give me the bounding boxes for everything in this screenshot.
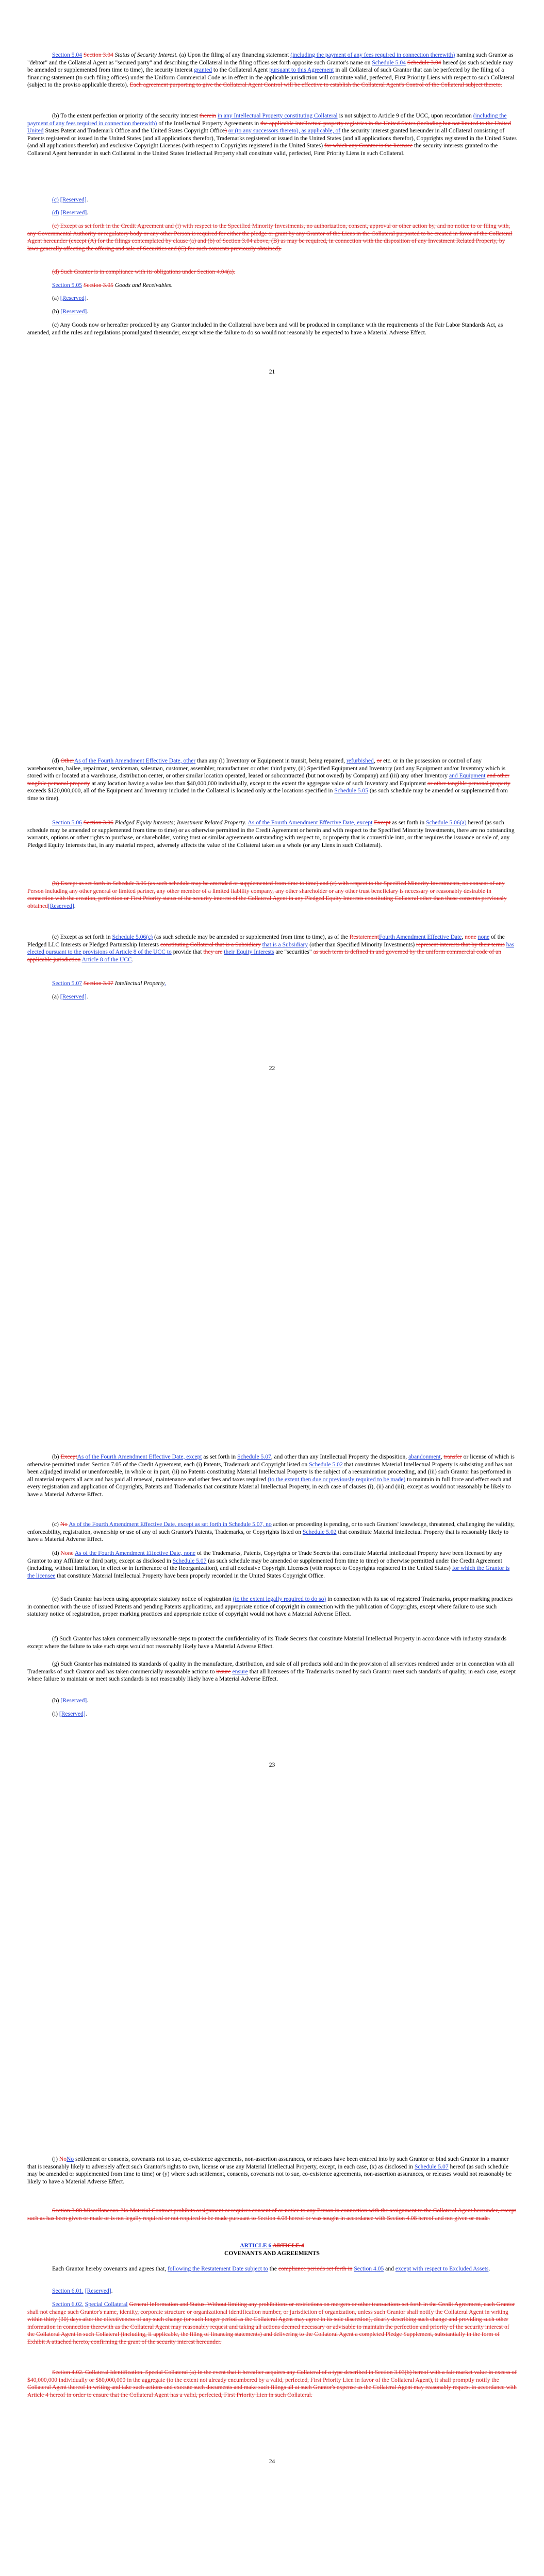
text: or license of which is otherwise permitted under Section 7.05 of the Credit Agreement, each (i) Patents, Trademark and Copyright listed on xyxy=(27,1453,515,1468)
text: . xyxy=(86,196,88,203)
inserted-text: Article 8 of the UCC xyxy=(81,956,132,963)
inserted-text: and Equipment xyxy=(449,772,486,779)
inserted-text: for which the Grantor is the licensee xyxy=(27,1565,510,1579)
text: . xyxy=(85,1710,87,1717)
text: (a) xyxy=(52,295,60,301)
inserted-text: abandonment xyxy=(408,1453,441,1460)
inserted-text: refurbished xyxy=(346,757,374,764)
schedule-link[interactable]: Schedule 5.05 xyxy=(334,787,368,794)
deleted-text: as such term is defined in and governed by the uniform commercial code of an applicable jurisdiction xyxy=(27,948,502,963)
text: action or proceeding is pending, or to such Grantors' knowledge, threatened, challenging the validity, enforceability, registration, ownership or use of any of such Grantor's Patents, Trademarks, or Copyrights listed on xyxy=(27,1521,515,1535)
text: . xyxy=(488,2265,490,2272)
section-5-07-paragraph-f: (f) Such Grantor has taken commercially reasonable steps to protect the confidentiality of its Trade Secrets that constitute Material Intellectual Property in accordance with industry standards except where the failure to take such steps would not reasonably likely have a Material Adverse Effect. xyxy=(27,1635,507,1650)
article-title: COVENANTS AND AGREEMENTS xyxy=(224,2250,320,2257)
section-5-07-paragraph-d xyxy=(27,1550,517,1580)
inserted-text: (c) xyxy=(52,196,59,203)
text: (b) xyxy=(52,1453,61,1460)
section-5-07-paragraph-b xyxy=(27,1453,517,1499)
text: are "securities" xyxy=(274,948,314,956)
inserted-text: As of the Fourth Amendment Effective Date, except xyxy=(77,1453,202,1460)
text: Each Grantor hereby covenants and agrees that, xyxy=(52,2265,168,2272)
inserted-text: No xyxy=(67,2156,74,2162)
text: (c) xyxy=(52,1521,60,1528)
inserted-text: As of the Fourth Amendment Effective Date, except xyxy=(248,819,373,826)
inserted-text: As of the Fourth Amendment Effective Date, except as set forth in Schedule 5.07, no xyxy=(69,1521,272,1528)
text: . xyxy=(111,2287,113,2294)
inserted-text: United xyxy=(27,127,44,134)
section-link[interactable]: Section 5.06 xyxy=(52,819,82,826)
text: to the Collateral Agent xyxy=(212,66,270,74)
reserved-label: [Reserved] xyxy=(60,1697,87,1704)
inserted-text: (to the extent then due or previously required to be made) xyxy=(268,1476,406,1483)
reserved-label: [Reserved] xyxy=(60,308,87,315)
deleted-text: none xyxy=(465,934,476,940)
text: , xyxy=(373,757,377,764)
deleted-text: Schedule 3.04 xyxy=(407,59,441,66)
deleted-text: Restatement xyxy=(349,934,379,940)
section-5-05-paragraph-c: (c) Any Goods now or hereafter produced by any Grantor included in the Collateral have been and will be produced in compliance with the requirements of the Fair Labor Standards Act, as amended, and the rules and regulations promulgated thereunder, except where the failure to do so would not reasonably be expected to have a Material Adverse Effect. xyxy=(27,321,503,336)
deleted-text: Section 3.05 xyxy=(83,282,113,289)
text: . xyxy=(87,209,89,216)
text: that all licensees of the Trademarks owned by such Grantor meet such standards of quality, in each case, except where failure to maintain or meet such standards is not reasonably likely have a Material Adverse Effect. xyxy=(27,1668,516,1683)
section-5-07-item-h xyxy=(52,1697,88,1705)
text: (d) xyxy=(52,757,61,764)
deleted-text: Each agreement purporting to give the Collateral Agent Control will be effective to establish the Collateral Agent's Control of the Collateral subject thereto. xyxy=(129,81,502,89)
text: etc. or in the possession or control of any warehouseman, bailee, repairman, serviceman, salesman, customer, assembler, manufacturer or other third party, (ii) Specified Equipment and Inventory (and any Equipment and/or Inventory which is stored with or located at a warehouse, distribution center, or other similar location operated, leased or subcontracted (but not owned) by Company) and (iii) any other Inventory xyxy=(27,757,506,779)
text: as set forth in xyxy=(390,819,426,826)
schedule-link[interactable]: Schedule 5.07 xyxy=(237,1453,271,1460)
text: is not subject to Article 9 of the UCC, upon recordation xyxy=(337,112,473,119)
inserted-text: granted xyxy=(194,66,212,74)
inserted-text: (to the extent legally required to do so) xyxy=(233,1596,326,1602)
page-number: 23 xyxy=(269,1761,275,1768)
section-5-05-paragraph-d xyxy=(27,757,517,803)
text: . xyxy=(87,308,89,315)
section-5-07-item-i xyxy=(52,1710,87,1718)
reserved-label: [Reserved] xyxy=(60,295,87,301)
text: to maintain in full force and effect each and every registration and application of Copyrights, Patents and Trademarks that constitute Material Intellectual Property, in each case of clauses (i), (ii) and (iii), except as would not reasonably be likely to have a Material Adverse Effect. xyxy=(27,1476,512,1498)
deleted-text: Section 3.06 xyxy=(83,819,113,826)
deleted-text: Except xyxy=(60,1453,77,1460)
deleted-text: they are xyxy=(203,948,223,956)
deleted-text: ) xyxy=(225,127,227,134)
deleted-text: No xyxy=(60,1521,68,1528)
deleted-text: No xyxy=(59,2156,67,2162)
deleted-section-4-02: Section 4.02. Collateral Identification. Special Collateral (a) In the event that it hereafter acquires any Collateral of a type described in Section 3.03(b) hereof with a fair market value in excess of $40,000,000 individually or $80,000,000 in the aggregate (to the extent not already encumbered by a valid, perfected, First Priority Lien in favor of the Collateral Agent), it shall promptly notify the Collateral Agent thereof in writing and take such actions and execute such documents and make such filings all at such Grantor's expense as the Collateral Agent may reasonably request in accordance with Article 4 hereof in order to ensure that the Collateral Agent has a valid, perfected, First Priority Lien in such Collateral. xyxy=(27,2369,517,2398)
text: (other than Specified Minority Investments) xyxy=(308,941,417,948)
text: as set forth in xyxy=(202,1453,238,1460)
text: . xyxy=(131,956,134,963)
deleted-text: transfer xyxy=(443,1453,462,1460)
text: of the Intellectual Property Agreements in xyxy=(157,120,261,127)
deleted-text: compliance periods set forth in xyxy=(278,2265,353,2272)
text: , xyxy=(440,1453,444,1460)
section-link[interactable]: Section 5.07 xyxy=(52,980,82,987)
text: . xyxy=(86,993,88,1000)
schedule-link[interactable]: Schedule 5.04 xyxy=(372,59,406,66)
section-5-07-paragraph-g xyxy=(27,1660,517,1683)
inserted-text: (including the payment of any fees required in connection therewith) xyxy=(290,52,455,58)
inserted-text: pursuant to this Agreement xyxy=(269,66,334,74)
section-5-05-item-b xyxy=(52,308,88,316)
section-5-07-heading xyxy=(27,980,517,988)
section-5-07-paragraph-j xyxy=(27,2156,517,2185)
deleted-text: None xyxy=(60,1550,74,1556)
text: that constitute Material Intellectual Property that is reasonably likely to have a Material Adverse Effect. xyxy=(27,1528,509,1543)
text: settlement or consents, covenants not to sue, co-existence agreements, non-assertion assurances, or releases have been entered into by such Grantor or bind such Grantor in a manner that is reasonably likely to adversely affect such Grantor's rights to own, license or use any Material Intellectual Property, except, in each case, (x) as disclosed in xyxy=(27,2156,509,2170)
text: exceeds $120,000,000, all of the Equipment and Inventory included in the Collateral is located only at the locations specified in xyxy=(27,787,335,794)
deleted-text: therein xyxy=(199,112,217,119)
section-5-07-item-a xyxy=(52,993,88,1001)
reserved-label: [Reserved] xyxy=(60,196,87,203)
section-5-06-paragraph-a xyxy=(27,819,517,849)
text: (j) xyxy=(52,2156,59,2162)
text: . xyxy=(87,1697,89,1704)
text: . xyxy=(86,295,88,301)
section-5-04-item-d xyxy=(52,209,88,217)
section-title: Intellectual Property xyxy=(113,980,165,987)
inserted-text: except with respect to Excluded Assets xyxy=(395,2265,489,2272)
page-number: 21 xyxy=(269,368,275,375)
inserted-text: . xyxy=(164,980,167,987)
section-link[interactable]: Section 5.05 xyxy=(52,282,82,289)
text: that constitutes Material Intellectual Property is subsisting and has not been adjudged invalid or unenforceable, in whole or in part, (ii) no Patents constituting Material Intellectual Property is the subject of a reexamination proceeding, and (iii) such Grantor has performed in all material respects all acts and has paid all renewal, maintenance and other fees and taxes required xyxy=(27,1461,513,1483)
section-5-04-heading-ins[interactable]: Section 5.04 xyxy=(52,52,82,58)
schedule-link[interactable]: Schedule 5.07 xyxy=(414,2163,449,2170)
text: the xyxy=(268,2265,278,2272)
deleted-text: the applicable intellectual property registries in the United States (including but not limited to the United xyxy=(260,120,511,127)
text: than any (i) Inventory or Equipment in transit, being repaired, xyxy=(195,757,347,764)
section-5-07-paragraph-e xyxy=(27,1596,517,1618)
section-6-01 xyxy=(27,2287,517,2295)
text: (h) xyxy=(52,1697,61,1704)
text: in connection with its use of registered Trademarks, proper marking practices in connection with the use of issued Patents and pending Patents applications, and appropriate notice of copyright in connection with the publication of Copyrights, except where failure to use such statutory notice of registration, proper marking practices and appropriate notice of copyright would not have a Material Adverse Effect. xyxy=(27,1596,513,1618)
inserted-text: in any Intellectual Property constituting Collateral xyxy=(217,112,338,119)
section-link[interactable]: Section 4.05 xyxy=(354,2265,384,2272)
text: (as such schedule may be amended or supplemented from time to time). xyxy=(27,787,508,802)
deleted-text: Other xyxy=(60,757,74,764)
text: , xyxy=(461,934,465,940)
schedule-link[interactable]: Schedule 5.02 xyxy=(302,1528,337,1535)
section-5-04-paragraph-b xyxy=(27,112,517,158)
inserted-text: that is a Subsidiary xyxy=(262,941,308,948)
section-5-07-paragraph-c xyxy=(27,1521,517,1544)
section-5-04-item-c xyxy=(52,196,88,204)
section-5-04-paragraph-a xyxy=(27,52,517,89)
text: provide that xyxy=(171,948,204,956)
inserted-text: has elected pursuant to the provisions of Article 8 of the UCC to xyxy=(27,941,515,956)
text: , and other than any Intellectual Property the disposition, xyxy=(271,1453,409,1460)
text: (e) Such Grantor has been using appropriate statutory notice of registration xyxy=(52,1596,233,1602)
text: (a) Upon the filing of any financing statement xyxy=(179,52,291,58)
deleted-paragraph-c: (c) Except as set forth in the Credit Agreement and (i) with respect to the Specified Minority Investments, no authorization, consent, approval or other action by, and no notice to or filing with, any Governmental Authority or regulatory body or any other Person is required for either the pledge or grant by any Grantor of the Liens in the Collateral purported to be created in favor of the Collateral Agent hereunder (except (A) for the filings contemplated by clause (a) and (b) of Section 3.04 above, (B) as may be required, in connection with the disposition of any Investment Related Property, by laws generally affecting the offering and sale of Securities and (C) for such consents previously obtained). xyxy=(27,223,513,252)
text: and xyxy=(384,2265,395,2272)
reserved-label: [Reserved] xyxy=(85,2287,111,2294)
section-title: Status of Security Interest. xyxy=(113,52,179,58)
text: of the Pledged LLC Interests or Pledged Partnership Interests xyxy=(27,934,505,948)
article-6-intro xyxy=(27,2265,517,2273)
text: naming such Grantor as "debtor" and the Collateral Agent as "secured party" and describing the Collateral in the filing offices set forth opposite such Grantor's name on xyxy=(27,52,514,66)
inserted-text: ensure xyxy=(232,1668,248,1675)
text: the security interest granted hereunder in all Collateral consisting of Patents registered or issued in the United States (and all applications therefor), Trademarks registered or issued in the United States (and all applications therefor), Copyrights registered in the United States (and all applications therefor) and exclusive Copyright Licenses (with respect to Copyrights registered in the United States) xyxy=(27,127,517,149)
section-title: Pledged Equity Interests; Investment Related Property. xyxy=(113,819,248,826)
text: (as such schedule may be amended or supplemented from time to time) or otherwise permitted under the Credit Agreement (including, without limitation, in effect or in furtherance of the Reorganization), and all exclusive Copyright Licenses (with respect to Copyrights registered in the United States) xyxy=(27,1557,502,1572)
deleted-text: or other tangible personal property xyxy=(427,779,510,787)
inserted-text: (d) xyxy=(52,209,59,216)
deleted-text: Except xyxy=(374,819,391,826)
inserted-text: or (to any successors thereto), as applicable, of xyxy=(228,127,341,134)
section-5-06-paragraph-c xyxy=(27,934,517,963)
section-5-05-item-a xyxy=(52,295,88,302)
reserved-label: [Reserved] xyxy=(60,209,87,216)
deleted-text: ARTICLE 4 xyxy=(272,2242,304,2249)
text: States Patent and Trademark Office and the United States Copyright Office xyxy=(43,127,225,134)
text: (b) xyxy=(52,308,61,315)
deleted-text: Section 3.07 xyxy=(83,980,113,987)
text: (g) Such Grantor has maintained its standards of quality in the manufacture, distribution, and sale of all products sold and in the provision of all services rendered under or in connection with all Trademarks of such Grantor and has taken commercially reasonable actions to xyxy=(27,1660,514,1675)
text: (a) xyxy=(52,993,60,1000)
deleted-text: and other tangible personal property xyxy=(27,772,509,787)
text: (as such schedule may be amended or supplemented from time to time), as of the xyxy=(153,934,350,940)
text: that constitute Material Intellectual Property have been properly recorded in the United States Copyright Office. xyxy=(55,1572,325,1579)
inserted-text: ARTICLE 6 xyxy=(240,2242,272,2249)
text: (b) To the extent perfection or priority of the security interest xyxy=(52,112,200,119)
schedule-link[interactable]: Schedule 5.02 xyxy=(309,1461,343,1468)
schedule-link[interactable]: Schedule 5.07 xyxy=(172,1557,207,1564)
section-link[interactable]: Section 6.01. xyxy=(52,2287,84,2294)
text: the security interests granted to the Collateral Agent hereunder in such Collateral in the United States Intellectual Property shall constitute valid, perfected, First Priority Liens in such Collateral. xyxy=(27,142,498,157)
deleted-text: for which any Grantor is the licensee xyxy=(324,142,413,149)
page-number: 22 xyxy=(269,1065,275,1072)
section-5-05-heading xyxy=(27,282,517,290)
inserted-text: As of the Fourth Amendment Effective Date, none xyxy=(74,1550,195,1556)
inserted-text: their Equity Interests xyxy=(224,948,274,956)
text: (c) Except as set forth in xyxy=(52,934,112,940)
deleted-paragraph-d: (d) Such Grantor is in compliance with its obligations under Section 4.04(a). xyxy=(52,268,236,275)
reserved-label: [Reserved] xyxy=(60,993,87,1000)
schedule-link[interactable]: Schedule 5.06(c) xyxy=(112,934,153,940)
text: . xyxy=(74,902,76,909)
deleted-text: or xyxy=(376,757,382,764)
text: (i) xyxy=(52,1710,59,1717)
section-link[interactable]: Section 6.02. xyxy=(52,2301,84,2308)
deleted-text: General Information and Status. Without limiting any prohibitions or restrictions on mergers or other transactions set forth in the Credit Agreement, each Grantor shall not change such Grantor's name, identity, corporate structure or organizational identification number, or jurisdiction of organization, unless such Grantor shall notify the Collateral Agent in writing within thirty (30) days after the effectiveness of any such change (or such longer period as the Collateral Agent may agree in its sole discretion), clearly describing such change and providing such other information in connection therewith as the Collateral Agent may reasonably request and taking all actions deemed necessary or advisable to maintain the perfection and priority of the security interest of the Collateral Agent in such Collateral (including, if applicable, the filing of financing statements) and delivering to the Collateral Agent a completed Pledge Supplement, substantially in the form of Exhibit A attached hereto, confirming the grant of the security interest hereunder. xyxy=(27,2301,515,2345)
inserted-text: none xyxy=(477,934,490,940)
deleted-text: (b) Except as set forth in Schedule 3.06 (as such schedule may be amended or supplemented from time to time) and (c) with respect to the Specified Minority Investments, no consent of any Person including any other general or limited partner, any other member of a limited liability company, any other shareholder or any other trust beneficiary is necessary or reasonably desirable in connection with the creation, perfection or First Priority status of the security interest of the Collateral Agent in any Pledged Equity Interests constituting Collateral other than those consents previously obtained xyxy=(27,880,507,909)
deleted-text: constituting Collateral that is a Subsidiary xyxy=(160,941,261,948)
article-heading xyxy=(0,2242,544,2249)
deleted-section-3-08: Section 3.08 Miscellaneous. No Material Contract prohibits assignment or requires consent of or notice to any Person in connection with the assignment to the Collateral Agent hereunder, except such as has been given or made or is not legally required or not required to be made pursuant to Section 4.08 hereof or was sought in accordance with Section 4.08 hereof and not given or made. xyxy=(27,2207,516,2222)
inserted-text: (including the payment of any fees required in connection therewith) xyxy=(27,112,507,127)
page-number: 24 xyxy=(269,2458,275,2465)
text: of the Trademarks, Patents, Copyrights or Trade Secrets that constitute Material Intellectual Property have been licensed by any Grantor to any Affiliate or third party, except as disclosed in xyxy=(27,1550,503,1564)
inserted-text: As of the Fourth Amendment Effective Date, other xyxy=(74,757,196,764)
inserted-text: Special Collateral xyxy=(85,2301,128,2308)
text: hereof (as such schedule may be amended or supplemented from time to time), the security interest xyxy=(27,59,513,74)
text: in all Collateral of such Grantor that can be perfected by the filing of a financing statement (to such filing offices) under the Uniform Commercial Code as in effect in the applicable jurisdiction will constitute valid, perfected, First Priority Liens with respect to such Collateral (subject to the proviso applicable thereto). xyxy=(27,66,515,89)
text: at any location having a value less than $40,000,000 individually, except to the extent the aggregate value of such Inventory and Equipment xyxy=(90,779,427,787)
inserted-text: following the Restatement Date subject to xyxy=(168,2265,268,2272)
reserved-label: [Reserved] xyxy=(47,902,74,909)
section-title: Goods and Receivables xyxy=(113,282,171,289)
deleted-text: represent interests that by their terms xyxy=(416,941,505,948)
text: . xyxy=(171,282,173,289)
deleted-text: insure xyxy=(216,1668,231,1675)
inserted-text: Fourth Amendment Effective Date xyxy=(378,934,462,940)
schedule-link[interactable]: Schedule 5.06(a) xyxy=(426,819,467,826)
section-6-02 xyxy=(27,2301,517,2346)
reserved-label: [Reserved] xyxy=(59,1710,86,1717)
text: (d) xyxy=(52,1550,61,1556)
text: hereof (as such schedule may be amended or supplemented from time to time) or (y) where such settlement, consents, covenants not to sue, co-existence agreements, non-assertion assurances, or releases would not reasonably be likely to have a Material Adverse Effect. xyxy=(27,2163,512,2185)
deleted-text: Section 3.04 xyxy=(83,52,113,58)
section-5-06-paragraph-b xyxy=(27,880,517,910)
text: hereof (as such schedule may be amended or supplemented from time to time) or as otherwise permitted in the Credit Agreement or herein and with respect to the Specified Minority Investments, there are no outstanding warrants, options or other rights to purchase, or shareholder, voting trust or similar agreements outstanding with respect to, or property that is convertible into, or that requires the issuance or sale of, any Pledged Equity Interests that, in any material respect, adversely affects the value of the Collateral taken as a whole (or any Liens in such Collateral). xyxy=(27,819,515,849)
